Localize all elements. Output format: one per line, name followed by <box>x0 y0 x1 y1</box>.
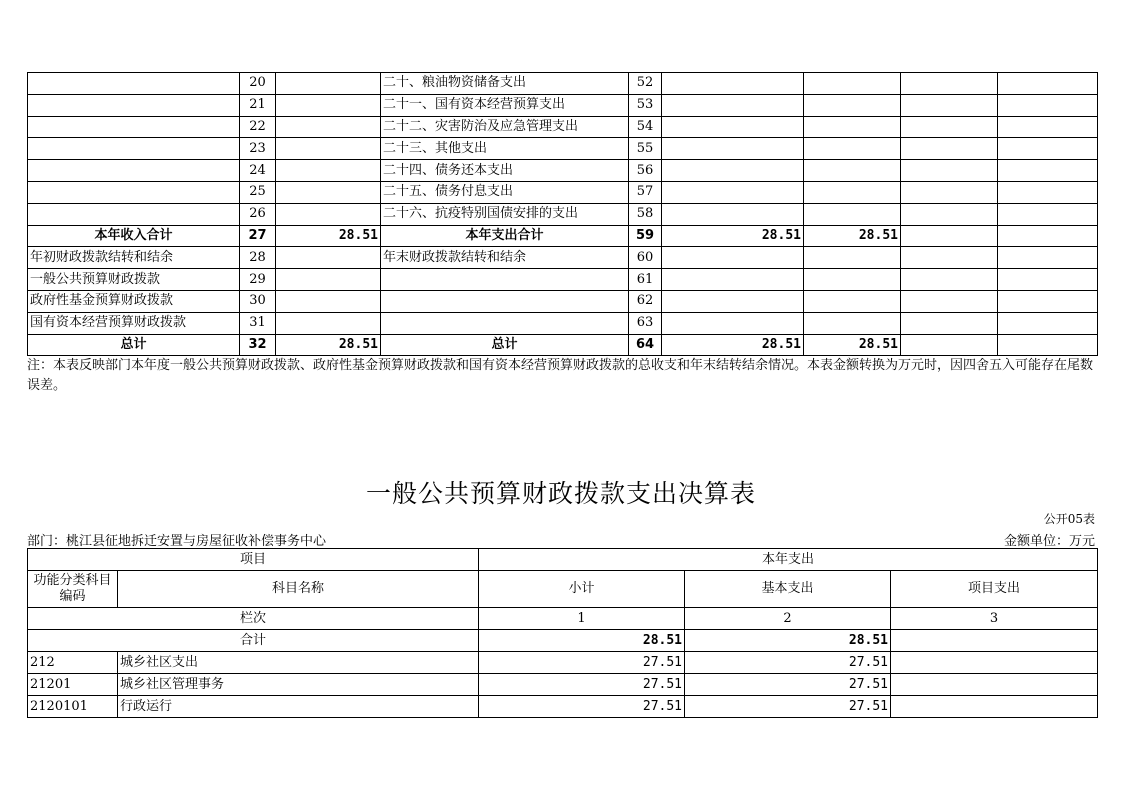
table-cell <box>998 290 1098 312</box>
header-row-1 <box>28 549 1098 571</box>
table-cell: 28.51 <box>804 225 901 247</box>
table-cell <box>998 138 1098 160</box>
table-row <box>28 269 1098 291</box>
table-cell: 25 <box>240 181 276 203</box>
cell-project <box>891 652 1098 674</box>
table-cell: 总计 <box>28 334 240 356</box>
cell-code: 21201 <box>28 674 118 696</box>
total-row <box>28 630 1098 652</box>
cell-name: 城乡社区支出 <box>118 652 479 674</box>
header-current-year: 本年支出 <box>479 549 1098 571</box>
table-cell <box>901 269 998 291</box>
table-cell <box>276 73 381 95</box>
cell-project <box>891 674 1098 696</box>
table-cell <box>901 312 998 334</box>
table-cell: 63 <box>629 312 662 334</box>
table-row <box>28 312 1098 334</box>
table-cell <box>804 94 901 116</box>
index-3: 3 <box>891 608 1098 630</box>
table-cell <box>28 116 240 138</box>
table-cell <box>804 160 901 182</box>
table-cell <box>662 73 804 95</box>
table-cell <box>901 290 998 312</box>
table-cell: 二十四、债务还本支出 <box>381 160 629 182</box>
table-row <box>28 94 1098 116</box>
table-cell <box>28 94 240 116</box>
table-row <box>28 674 1098 696</box>
index-label: 栏次 <box>28 608 479 630</box>
table-cell <box>804 138 901 160</box>
table-row <box>28 203 1098 225</box>
table-cell <box>998 225 1098 247</box>
expenditure-table <box>27 548 1098 718</box>
table-cell: 二十六、抗疫特别国债安排的支出 <box>381 203 629 225</box>
table-cell <box>662 312 804 334</box>
table-cell: 59 <box>629 225 662 247</box>
table-row <box>28 73 1098 95</box>
table-cell <box>28 160 240 182</box>
table-cell <box>901 138 998 160</box>
table-cell <box>276 181 381 203</box>
table-cell <box>662 203 804 225</box>
table-cell <box>28 181 240 203</box>
table-cell <box>662 138 804 160</box>
table-cell <box>28 73 240 95</box>
total-label: 合计 <box>28 630 479 652</box>
table-cell <box>901 73 998 95</box>
table-cell: 二十二、灾害防治及应急管理支出 <box>381 116 629 138</box>
col-subtotal-header: 小计 <box>479 571 685 608</box>
table-cell: 61 <box>629 269 662 291</box>
table-cell <box>381 290 629 312</box>
table-cell <box>901 116 998 138</box>
table-cell <box>804 269 901 291</box>
table-cell: 年末财政拨款结转和结余 <box>381 247 629 269</box>
header-row-2 <box>28 571 1098 608</box>
table-cell <box>901 203 998 225</box>
table-row <box>28 138 1098 160</box>
table-cell <box>901 334 998 356</box>
table-cell: 二十三、其他支出 <box>381 138 629 160</box>
table-cell <box>662 160 804 182</box>
form-code: 公开05表 <box>1043 512 1095 526</box>
table-cell: 62 <box>629 290 662 312</box>
table-cell: 二十五、债务付息支出 <box>381 181 629 203</box>
table-cell <box>662 94 804 116</box>
table-cell <box>28 203 240 225</box>
table-cell: 32 <box>240 334 276 356</box>
cell-subtotal: 27.51 <box>479 674 685 696</box>
total-subtotal: 28.51 <box>479 630 685 652</box>
table-row <box>28 181 1098 203</box>
table-row <box>28 116 1098 138</box>
cell-basic: 27.51 <box>685 652 891 674</box>
cell-name: 行政运行 <box>118 696 479 718</box>
col-project-header: 项目支出 <box>891 571 1098 608</box>
table-cell <box>804 73 901 95</box>
table-cell: 29 <box>240 269 276 291</box>
table-cell: 56 <box>629 160 662 182</box>
unit-label: 金额单位：万元 <box>1003 534 1095 549</box>
cell-subtotal: 27.51 <box>479 696 685 718</box>
cell-subtotal: 27.51 <box>479 652 685 674</box>
table-cell: 20 <box>240 73 276 95</box>
table-cell: 26 <box>240 203 276 225</box>
table-cell: 28.51 <box>276 334 381 356</box>
table-cell <box>998 181 1098 203</box>
col-basic-header: 基本支出 <box>685 571 891 608</box>
table-cell <box>901 247 998 269</box>
table-cell: 30 <box>240 290 276 312</box>
total-project <box>891 630 1098 652</box>
table-cell: 54 <box>629 116 662 138</box>
table-cell: 28.51 <box>804 334 901 356</box>
table-cell: 本年支出合计 <box>381 225 629 247</box>
table-cell <box>276 247 381 269</box>
table-cell <box>804 312 901 334</box>
table-cell <box>901 160 998 182</box>
table-cell: 二十、粮油物资储备支出 <box>381 73 629 95</box>
table-cell: 58 <box>629 203 662 225</box>
table-row <box>28 160 1098 182</box>
income-expenditure-summary-table <box>27 72 1098 356</box>
table-cell <box>804 247 901 269</box>
table-row <box>28 334 1098 356</box>
table-cell <box>804 181 901 203</box>
header-item: 项目 <box>28 549 479 571</box>
table-cell <box>998 94 1098 116</box>
table-cell: 本年收入合计 <box>28 225 240 247</box>
table-cell: 政府性基金预算财政拨款 <box>28 290 240 312</box>
table-cell <box>804 203 901 225</box>
col-code-header: 功能分类科目编码 <box>28 571 118 608</box>
table-cell <box>998 160 1098 182</box>
table-cell <box>901 181 998 203</box>
table-cell: 55 <box>629 138 662 160</box>
table-cell <box>276 312 381 334</box>
table-cell <box>804 290 901 312</box>
page-title: 一般公共预算财政拨款支出决算表 <box>365 479 756 508</box>
table-cell <box>276 138 381 160</box>
table-cell <box>901 94 998 116</box>
table-cell: 28.51 <box>662 225 804 247</box>
total-basic: 28.51 <box>685 630 891 652</box>
table-cell <box>804 116 901 138</box>
table-cell <box>998 334 1098 356</box>
index-2: 2 <box>685 608 891 630</box>
table-cell: 21 <box>240 94 276 116</box>
table-cell: 28 <box>240 247 276 269</box>
table-cell: 31 <box>240 312 276 334</box>
table-row <box>28 290 1098 312</box>
table-cell <box>998 312 1098 334</box>
cell-project <box>891 696 1098 718</box>
table-row <box>28 225 1098 247</box>
table-cell <box>998 269 1098 291</box>
table-cell: 28.51 <box>276 225 381 247</box>
cell-basic: 27.51 <box>685 674 891 696</box>
table-row <box>28 696 1098 718</box>
cell-name: 城乡社区管理事务 <box>118 674 479 696</box>
cell-basic: 27.51 <box>685 696 891 718</box>
table-cell <box>662 181 804 203</box>
table-cell: 22 <box>240 116 276 138</box>
table-cell: 一般公共预算财政拨款 <box>28 269 240 291</box>
table-cell <box>276 269 381 291</box>
cell-code: 212 <box>28 652 118 674</box>
table-cell <box>998 116 1098 138</box>
table-cell: 60 <box>629 247 662 269</box>
table-cell: 64 <box>629 334 662 356</box>
table-cell <box>998 203 1098 225</box>
table-cell: 28.51 <box>662 334 804 356</box>
table-cell <box>276 116 381 138</box>
table-cell <box>662 116 804 138</box>
table-cell <box>662 269 804 291</box>
table-cell <box>276 290 381 312</box>
table-cell: 27 <box>240 225 276 247</box>
table-cell <box>901 225 998 247</box>
cell-code: 2120101 <box>28 696 118 718</box>
table-cell <box>998 73 1098 95</box>
table-cell <box>276 203 381 225</box>
col-name-header: 科目名称 <box>118 571 479 608</box>
table-cell: 国有资本经营预算财政拨款 <box>28 312 240 334</box>
index-1: 1 <box>479 608 685 630</box>
table-cell: 52 <box>629 73 662 95</box>
table-cell: 二十一、国有资本经营预算支出 <box>381 94 629 116</box>
table-cell <box>381 269 629 291</box>
table-cell <box>28 138 240 160</box>
table-cell: 年初财政拨款结转和结余 <box>28 247 240 269</box>
table-row <box>28 652 1098 674</box>
table-cell <box>662 290 804 312</box>
table-cell: 53 <box>629 94 662 116</box>
department-label: 部门：桃江县征地拆迁安置与房屋征收补偿事务中心 <box>27 534 327 549</box>
table-cell <box>276 160 381 182</box>
table-cell <box>381 312 629 334</box>
table-cell <box>662 247 804 269</box>
table-cell: 57 <box>629 181 662 203</box>
table-cell: 23 <box>240 138 276 160</box>
table-note: 注：本表反映部门本年度一般公共预算财政拨款、政府性基金预算财政拨款和国有资本经营预算财政拨款的总收支和年末结转结余情况。本表金额转换为万元时，因四舍五入可能存在尾数误差。 <box>27 358 1094 393</box>
table-cell <box>276 94 381 116</box>
table-cell: 24 <box>240 160 276 182</box>
table-cell: 总计 <box>381 334 629 356</box>
table-cell <box>998 247 1098 269</box>
table-row <box>28 247 1098 269</box>
index-row <box>28 608 1098 630</box>
